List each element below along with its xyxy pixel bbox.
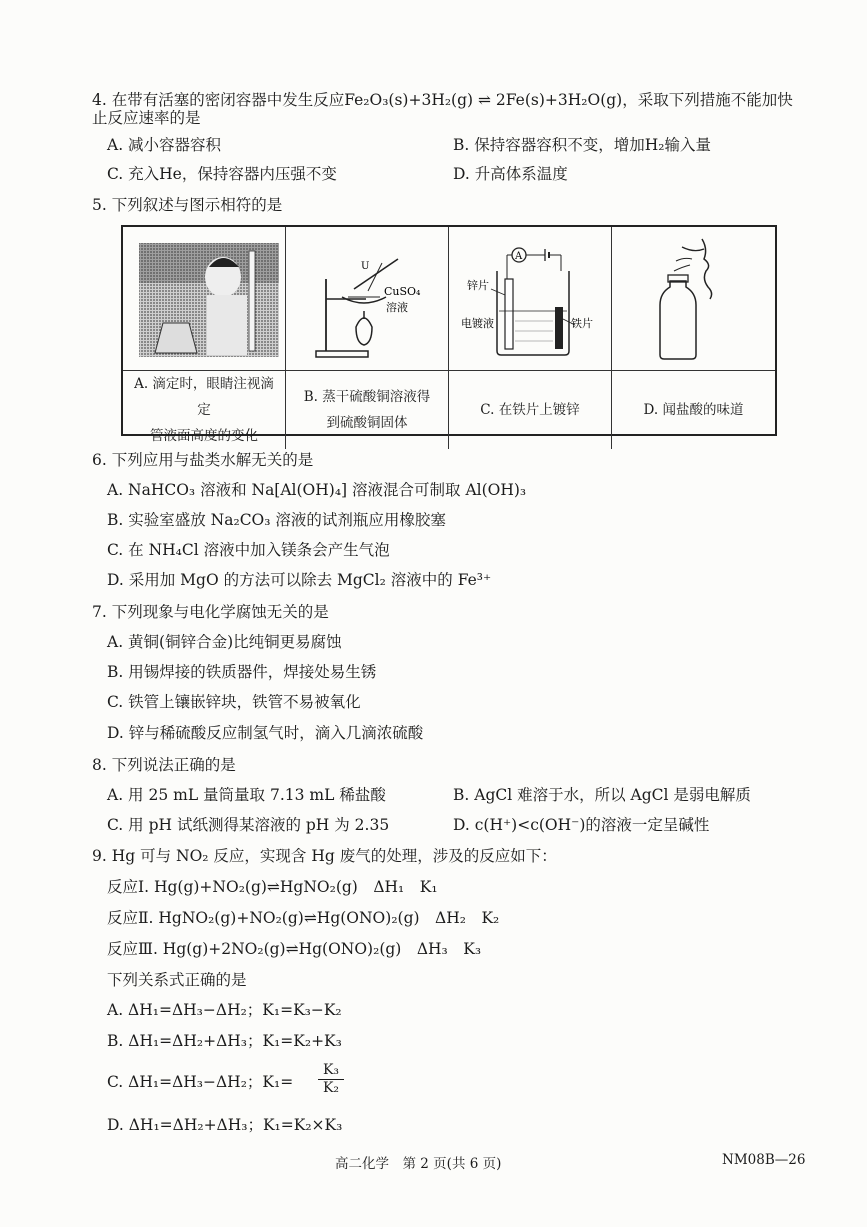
q9-option-c-fraction [318,1062,344,1097]
q8-option-b: B. AgCl 难溶于水，所以 AgCl 是弱电解质 [453,786,751,804]
page-footer: 高二化学 第 2 页(共 6 页) [335,1156,502,1172]
evaporation-setup-icon [286,227,448,370]
solution-label: 溶液 [386,301,408,314]
q7-stem: 7. 下列现象与电化学腐蚀无关的是 [92,603,329,621]
q9-reaction-3: 反应Ⅲ. Hg(g)+2NO₂(g)⇌Hg(ONO)₂(g) ΔH₃ K₃ [107,940,482,958]
smell-hcl-bottle-icon [612,227,760,370]
q8-option-a: A. 用 25 mL 量筒量取 7.13 mL 稀盐酸 [107,786,386,804]
figure-d-drawing [612,227,775,371]
fraction-numerator: K₃ [318,1062,344,1080]
caption-b [286,371,449,449]
zinc-plate-label: 锌片 [467,279,489,292]
q9-reaction-1: 反应Ⅰ. Hg(g)+NO₂(g)⇌HgNO₂(g) ΔH₁ K₁ [107,878,438,896]
q8-stem: 8. 下列说法正确的是 [92,756,236,774]
caption-c-text: C. 在铁片上镀锌 [480,402,580,418]
electroplating-setup-icon [449,227,611,370]
ammeter-label: A [515,251,523,262]
caption-a [123,371,286,449]
q5-figure-table [121,225,777,444]
figure-c-drawing [449,227,612,371]
caption-c [449,371,612,449]
svg-text:U: U [361,261,370,272]
q9-option-c [107,1072,293,1092]
q4-stem-line2: 止反应速率的是 [92,109,201,127]
q9-option-c-prefix: C. ΔH₁=ΔH₃−ΔH₂；K₁= [107,1073,294,1091]
q4-stem-line1: 4. 在带有活塞的密闭容器中发生反应Fe₂O₃(s)+3H₂(g) ⇌ 2Fe(s)+3H₂O(g)，采取下列措施不能加快 [92,91,793,109]
q8-option-c: C. 用 pH 试纸测得某溶液的 pH 为 2.35 [107,816,390,834]
q7-option-d: D. 锌与稀硫酸反应制氢气时，滴入几滴浓硫酸 [107,724,424,742]
q9-option-b: B. ΔH₁=ΔH₂+ΔH₃；K₁=K₂+K₃ [107,1032,342,1050]
caption-d [612,371,775,449]
electroplating-solution-label: 电镀液 [461,317,494,330]
q9-option-a: A. ΔH₁=ΔH₃−ΔH₂；K₁=K₃−K₂ [107,1001,342,1019]
q9-reaction-2: 反应Ⅱ. HgNO₂(g)+NO₂(g)⇌Hg(ONO)₂(g) ΔH₂ K₂ [107,909,500,927]
q9-subquestion: 下列关系式正确的是 [107,971,247,989]
q4-option-a: A. 减小容器容积 [107,136,222,154]
q6-option-c: C. 在 NH₄Cl 溶液中加入镁条会产生气泡 [107,541,390,559]
q9-stem: 9. Hg 可与 NO₂ 反应，实现含 Hg 废气的处理，涉及的反应如下： [92,847,557,865]
paper-code: NM08B—26 [722,1152,806,1168]
caption-a-line1: A. 滴定时，眼睛注视滴定 [134,376,274,418]
q6-option-d: D. 采用加 MgO 的方法可以除去 MgCl₂ 溶液中的 Fe³⁺ [107,571,492,589]
figure-b-drawing [286,227,449,371]
q6-option-b: B. 实验室盛放 Na₂CO₃ 溶液的试剂瓶应用橡胶塞 [107,511,446,529]
caption-b-line1: B. 蒸干硫酸铜溶液得 [303,389,431,405]
titration-photo-icon [123,227,285,370]
q8-option-d: D. c(H⁺)<c(OH⁻)的溶液一定呈碱性 [453,816,710,834]
q7-option-a: A. 黄铜(铜锌合金)比纯铜更易腐蚀 [107,633,342,651]
cuso4-label: CuSO₄ [384,285,421,298]
q4-option-b: B. 保持容器容积不变，增加H₂输入量 [453,136,711,154]
caption-a-line2: 管液面高度的变化 [150,428,258,444]
q6-option-a: A. NaHCO₃ 溶液和 Na[Al(OH)₄] 溶液混合可制取 Al(OH)₃ [107,481,527,499]
q9-option-d: D. ΔH₁=ΔH₂+ΔH₃；K₁=K₂×K₃ [107,1116,343,1134]
q7-option-c: C. 铁管上镶嵌锌块，铁管不易被氧化 [107,693,361,711]
q4-option-d: D. 升高体系温度 [453,165,568,183]
q6-stem: 6. 下列应用与盐类水解无关的是 [92,451,314,469]
fraction-denominator: K₂ [322,1080,340,1096]
iron-plate-label: 铁片 [571,317,593,330]
q5-stem: 5. 下列叙述与图示相符的是 [92,196,283,214]
caption-b-line2: 到硫酸铜固体 [326,415,408,431]
figure-a-photo [123,227,286,371]
q4-option-c: C. 充入He，保持容器内压强不变 [107,165,337,183]
q7-option-b: B. 用锡焊接的铁质器件，焊接处易生锈 [107,663,377,681]
caption-d-text: D. 闻盐酸的味道 [643,402,744,418]
